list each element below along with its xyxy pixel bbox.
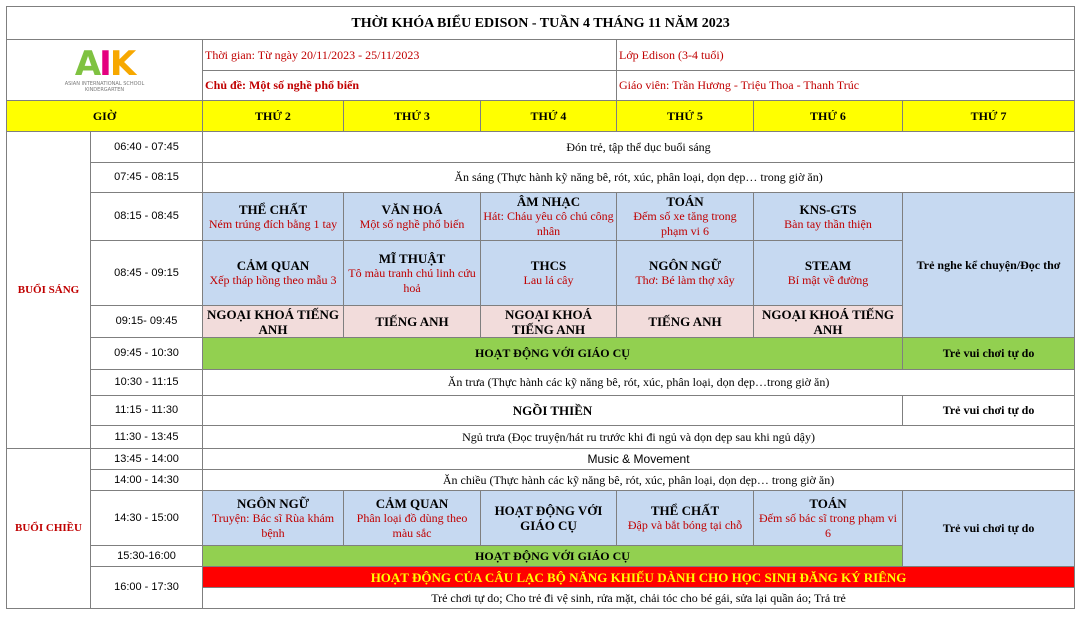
time-slot: 06:40 - 07:45 xyxy=(91,132,203,163)
activity-lunch: Ăn trưa (Thực hành các kỹ năng bê, rót, xúc, phân loại, dọn dẹp…trong giờ ăn) xyxy=(203,370,1075,396)
activity-music: Music & Movement xyxy=(203,449,1075,470)
english-lesson: NGOẠI KHOÁ TIẾNG ANH xyxy=(481,306,617,338)
free-play: Trẻ vui chơi tự do xyxy=(903,491,1075,567)
lesson-cell: THỂ CHẤT Đập và bắt bóng tại chỗ xyxy=(617,491,754,546)
lesson-cell: THCS Lau lá cây xyxy=(481,241,617,306)
lesson-cell: NGÔN NGỮ Thơ: Bé làm thợ xây xyxy=(617,241,754,306)
time-slot: 14:00 - 14:30 xyxy=(91,470,203,491)
teaching-aids-activity: HOẠT ĐỘNG VỚI GIÁO CỤ xyxy=(203,338,903,370)
lesson-cell: MĨ THUẬT Tô màu tranh chú linh cứu hoả xyxy=(344,241,481,306)
lesson-cell: STEAM Bí mật về đường xyxy=(754,241,903,306)
page-title: THỜI KHÓA BIỂU EDISON - TUẦN 4 THÁNG 11 NĂM 2023 xyxy=(7,7,1075,40)
time-slot: 09:15- 09:45 xyxy=(91,306,203,338)
lesson-cell: KNS-GTS Bàn tay thần thiện xyxy=(754,193,903,241)
lesson-cell: TOÁN Đếm số bác sĩ trong phạm vi 6 xyxy=(754,491,903,546)
lesson-cell: CẢM QUAN Xếp tháp hồng theo mẫu 3 xyxy=(203,241,344,306)
timetable xyxy=(6,6,1075,609)
header-wednesday: THỨ 4 xyxy=(481,101,617,132)
time-slot: 07:45 - 08:15 xyxy=(91,163,203,193)
schedule-row xyxy=(7,338,1075,370)
activity-breakfast: Ăn sáng (Thực hành kỹ năng bê, rót, xúc, phân loại, dọn dẹp… trong giờ ăn) xyxy=(203,163,1075,193)
club-activity: HOẠT ĐỘNG CỦA CÂU LẠC BỘ NĂNG KHIẾU DÀNH CHO HỌC SINH ĐĂNG KÝ RIÊNG xyxy=(203,567,1075,588)
theme: Chủ đề: Một số nghề phổ biến xyxy=(203,71,617,101)
session-morning: BUỔI SÁNG xyxy=(7,132,91,449)
timetable-sheet xyxy=(6,6,1075,609)
schedule-row xyxy=(7,396,1075,426)
schedule-row xyxy=(7,193,1075,241)
logo-mark: AIK xyxy=(74,44,135,84)
saturday-morning-activity: Trẻ nghe kể chuyện/Đọc thơ xyxy=(903,193,1075,338)
lesson-cell: VĂN HOÁ Một số nghề phổ biến xyxy=(344,193,481,241)
time-range: Thời gian: Từ ngày 20/11/2023 - 25/11/2023 xyxy=(203,40,617,71)
teachers: Giáo viên: Trần Hương - Triệu Thoa - Thanh Trúc xyxy=(617,71,1075,101)
time-slot: 14:30 - 15:00 xyxy=(91,491,203,546)
header-thursday: THỨ 5 xyxy=(617,101,754,132)
info-row-1 xyxy=(7,40,1075,71)
schedule-row xyxy=(7,163,1075,193)
activity-arrival: Đón trẻ, tập thể dục buổi sáng xyxy=(203,132,1075,163)
time-slot: 08:15 - 08:45 xyxy=(91,193,203,241)
time-slot: 08:45 - 09:15 xyxy=(91,241,203,306)
lesson-cell: HOẠT ĐỘNG VỚI GIÁO CỤ xyxy=(481,491,617,546)
session-afternoon: BUỔI CHIỀU xyxy=(7,449,91,609)
time-slot: 11:15 - 11:30 xyxy=(91,396,203,426)
schedule-row xyxy=(7,449,1075,470)
schedule-row xyxy=(7,470,1075,491)
schedule-row xyxy=(7,370,1075,396)
logo-subtext: ASIAN INTERNATIONAL SCHOOL KINDERGARTEN xyxy=(64,81,145,93)
free-play: Trẻ vui chơi tự do xyxy=(903,338,1075,370)
class-name: Lớp Edison (3-4 tuổi) xyxy=(617,40,1075,71)
header-monday: THỨ 2 xyxy=(203,101,344,132)
lesson-cell: TOÁN Đếm số xe tăng trong phạm vi 6 xyxy=(617,193,754,241)
time-slot: 09:45 - 10:30 xyxy=(91,338,203,370)
lesson-cell: ÂM NHẠC Hát: Cháu yêu cô chú công nhân xyxy=(481,193,617,241)
lesson-cell: THỂ CHẤT Ném trúng đích bằng 1 tay xyxy=(203,193,344,241)
time-slot: 16:00 - 17:30 xyxy=(91,567,203,609)
time-slot: 10:30 - 11:15 xyxy=(91,370,203,396)
english-lesson: NGOẠI KHOÁ TIẾNG ANH xyxy=(203,306,344,338)
teaching-aids-activity: HOẠT ĐỘNG VỚI GIÁO CỤ xyxy=(203,546,903,567)
time-slot: 15:30-16:00 xyxy=(91,546,203,567)
schedule-row xyxy=(7,491,1075,546)
header-tuesday: THỨ 3 xyxy=(344,101,481,132)
title-row xyxy=(7,7,1075,40)
lesson-cell: CẢM QUAN Phân loại đồ dùng theo màu sắc xyxy=(344,491,481,546)
english-lesson: TIẾNG ANH xyxy=(344,306,481,338)
activity-snack: Ăn chiều (Thực hành các kỹ năng bê, rót, xúc, phân loại, dọn dẹp… trong giờ ăn) xyxy=(203,470,1075,491)
header-friday: THỨ 6 xyxy=(754,101,903,132)
schedule-row xyxy=(7,132,1075,163)
header-time: GIỜ xyxy=(7,101,203,132)
time-slot: 11:30 - 13:45 xyxy=(91,426,203,449)
schedule-row xyxy=(7,567,1075,588)
meditation: NGỒI THIỀN xyxy=(203,396,903,426)
english-lesson: NGOẠI KHOÁ TIẾNG ANH xyxy=(754,306,903,338)
activity-nap: Ngủ trưa (Đọc truyện/hát ru trước khi đi ngủ và dọn dẹp sau khi ngủ dậy) xyxy=(203,426,1075,449)
lesson-cell: NGÔN NGỮ Truyện: Bác sĩ Rùa khám bệnh xyxy=(203,491,344,546)
school-logo xyxy=(7,40,203,101)
header-row xyxy=(7,101,1075,132)
schedule-row xyxy=(7,426,1075,449)
time-slot: 13:45 - 14:00 xyxy=(91,449,203,470)
free-play: Trẻ vui chơi tự do xyxy=(903,396,1075,426)
activity-departure: Trẻ chơi tự do; Cho trẻ đi vệ sinh, rửa mặt, chải tóc cho bé gái, sửa lại quần áo; Trả trẻ xyxy=(203,588,1075,609)
header-saturday: THỨ 7 xyxy=(903,101,1075,132)
english-lesson: TIẾNG ANH xyxy=(617,306,754,338)
